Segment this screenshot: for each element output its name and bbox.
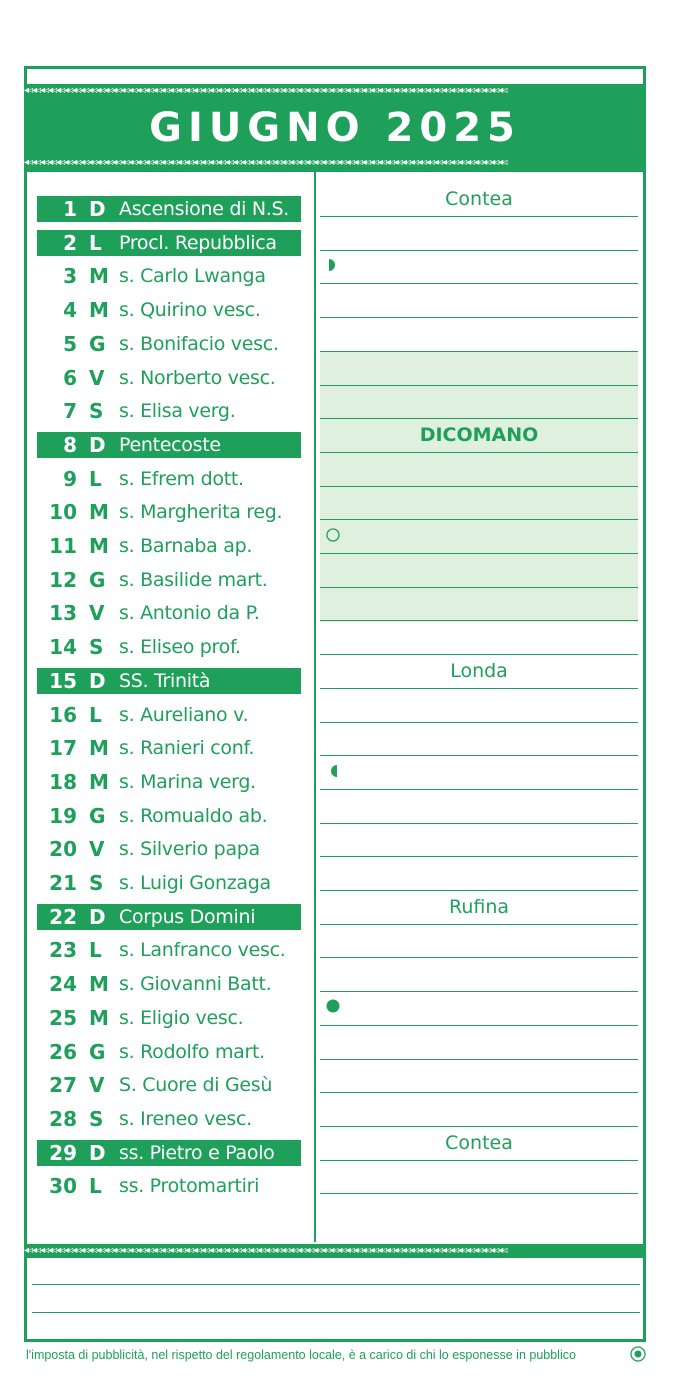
note-line (320, 1025, 638, 1026)
weekday-letter: M (89, 769, 109, 794)
note-line (32, 1312, 640, 1313)
note-line (320, 1059, 638, 1060)
weekday-letter: D (89, 197, 106, 221)
saint-name: Pentecoste (119, 433, 221, 456)
day-row (37, 1005, 301, 1031)
day-number: 16 (49, 702, 77, 727)
weekday-letter: M (89, 736, 109, 761)
day-number: 7 (63, 399, 77, 424)
saint-name: s. Antonio da P. (119, 602, 260, 625)
note-line (320, 755, 638, 756)
day-number: 19 (49, 803, 77, 828)
day-number: 2 (63, 230, 77, 255)
day-row (37, 1173, 301, 1199)
day-row (37, 904, 301, 930)
note-line (320, 418, 638, 419)
day-row (37, 365, 301, 391)
note-line (320, 688, 638, 689)
day-number: 14 (49, 635, 77, 660)
location-label: Contea (445, 1131, 513, 1154)
saint-name: s. Carlo Lwanga (119, 265, 266, 288)
note-line (320, 620, 638, 621)
weekday-letter: M (89, 534, 109, 558)
day-number: 17 (49, 736, 77, 761)
day-number: 3 (63, 264, 77, 289)
day-row (37, 1039, 301, 1065)
new-moon-icon (326, 999, 340, 1013)
weekday-letter: L (89, 938, 102, 963)
saint-name: s. Bonifacio vesc. (119, 332, 279, 355)
day-number: 25 (49, 1005, 77, 1030)
day-number: 15 (49, 668, 77, 693)
day-number: 21 (49, 871, 77, 895)
day-row (37, 702, 301, 728)
weekday-letter: V (89, 365, 105, 390)
footer-disclaimer: l'imposta di pubblicità, nel rispetto del regolamento locale, è a carico di chi lo esponesse in pubblico (26, 1348, 576, 1362)
saint-name: s. Ranieri conf. (119, 737, 255, 760)
weekday-letter: L (89, 702, 102, 727)
day-row (37, 870, 301, 896)
location-label: DICOMANO (419, 423, 539, 446)
saint-name: ss. Protomartiri (119, 1175, 260, 1198)
note-line (320, 283, 638, 284)
day-row (37, 1140, 301, 1166)
note-line (320, 385, 638, 386)
saint-name: s. Giovanni Batt. (119, 973, 272, 996)
decorative-border-top: ◂◃◂◃◂◃◂◃◂◃◂◃◂◃◂◃◂◃◂◃◂◃◂◃◂◃◂◃◂◃◂◃◂◃◂◃◂◃◂◃◂◃◂◃◂◃◂◃◂◃◂◃◂◃◂◃◂◃◂◃◂◃◂◃◂◃◂◃◂◃◂◃◂◃◂◃◂◃◂◃◂◃◂◃◂◃◂◃◂◃◂◃◂◃◂◃◂◃◂◃◂◃◂◃◂◃◂◃◂◃◂◃◂◃◂◃◂◃◂◃ (24, 85, 507, 96)
weekday-letter: G (89, 331, 106, 356)
saint-name: SS. Trinità (119, 669, 211, 692)
weekday-letter: M (89, 500, 109, 525)
highlight-band (320, 352, 638, 622)
column-divider (314, 172, 316, 1242)
weekday-letter: V (89, 601, 105, 626)
day-number: 27 (49, 1073, 77, 1098)
day-number: 9 (63, 466, 77, 491)
saint-name: s. Luigi Gonzaga (119, 872, 271, 894)
note-line (320, 216, 638, 217)
day-row (37, 398, 301, 424)
day-row (37, 466, 301, 492)
day-number: 18 (49, 769, 77, 794)
day-number: 8 (63, 432, 77, 457)
day-row (37, 230, 301, 256)
note-line (320, 856, 638, 857)
saint-name: s. Romualdo ab. (119, 804, 268, 827)
note-line (320, 587, 638, 588)
saint-name: Corpus Domini (119, 905, 256, 928)
day-row (37, 634, 301, 660)
note-line (320, 519, 638, 520)
day-number: 28 (49, 1106, 77, 1131)
note-line (320, 1092, 638, 1093)
saint-name: s. Ireneo vesc. (119, 1107, 252, 1130)
note-line (320, 890, 638, 891)
note-line (320, 1126, 638, 1127)
note-line (320, 823, 638, 824)
weekday-letter: L (89, 466, 102, 491)
day-row (37, 196, 301, 222)
note-line (320, 991, 638, 992)
saint-name: s. Barnaba ap. (119, 535, 253, 557)
day-row (37, 668, 301, 694)
day-number: 24 (49, 972, 77, 997)
day-number: 22 (49, 904, 77, 929)
day-number: 4 (63, 298, 77, 323)
note-line (320, 351, 638, 352)
saint-name: s. Marina verg. (119, 770, 256, 793)
day-number: 11 (49, 534, 77, 558)
note-line (320, 317, 638, 318)
weekday-letter: L (89, 1174, 102, 1199)
note-line (320, 452, 638, 453)
day-number: 30 (49, 1174, 77, 1199)
day-row (37, 263, 301, 289)
decorative-border-mid: ◂◃◂◃◂◃◂◃◂◃◂◃◂◃◂◃◂◃◂◃◂◃◂◃◂◃◂◃◂◃◂◃◂◃◂◃◂◃◂◃◂◃◂◃◂◃◂◃◂◃◂◃◂◃◂◃◂◃◂◃◂◃◂◃◂◃◂◃◂◃◂◃◂◃◂◃◂◃◂◃◂◃◂◃◂◃◂◃◂◃◂◃◂◃◂◃◂◃◂◃◂◃◂◃◂◃◂◃◂◃◂◃◂◃◂◃◂◃◂◃ (24, 157, 507, 168)
note-line (320, 1193, 638, 1194)
day-number: 29 (49, 1140, 77, 1165)
saint-name: Procl. Repubblica (119, 231, 277, 254)
weekday-letter: G (89, 567, 106, 592)
weekday-letter: D (89, 904, 106, 929)
day-row (37, 331, 301, 357)
day-number: 10 (49, 500, 77, 525)
weekday-letter: S (89, 399, 104, 424)
day-number: 20 (49, 837, 77, 862)
saint-name: ss. Pietro e Paolo (119, 1141, 275, 1164)
saint-name: s. Margherita reg. (119, 501, 283, 524)
note-line (320, 789, 638, 790)
day-row (37, 432, 301, 458)
weekday-letter: D (89, 1140, 106, 1165)
weekday-letter: S (89, 871, 104, 895)
saint-name: s. Eliseo prof. (119, 636, 241, 659)
note-line (320, 486, 638, 487)
day-row (37, 1106, 301, 1132)
weekday-letter: S (89, 635, 104, 660)
day-number: 5 (63, 331, 77, 356)
full-moon-icon (326, 528, 340, 542)
note-line (320, 957, 638, 958)
weekday-letter: G (89, 803, 106, 828)
day-row (37, 971, 301, 997)
day-row (37, 735, 301, 761)
weekday-letter: V (89, 837, 105, 862)
day-row (37, 769, 301, 795)
weekday-letter: V (89, 1073, 105, 1098)
day-number: 1 (63, 197, 77, 221)
last-quarter-moon-icon (326, 764, 340, 778)
note-line (320, 924, 638, 925)
weekday-letter: S (89, 1106, 104, 1131)
day-number: 13 (49, 601, 77, 626)
weekday-letter: G (89, 1039, 106, 1064)
saint-name: s. Aureliano v. (119, 703, 249, 726)
page-title: GIUGNO 2025 (149, 105, 521, 151)
weekday-letter: M (89, 264, 109, 289)
location-label: Rufina (448, 895, 510, 918)
note-line (32, 1284, 640, 1285)
weekday-letter: D (89, 432, 106, 457)
saint-name: S. Cuore di Gesù (119, 1074, 273, 1097)
saint-name: s. Efrem dott. (119, 467, 244, 490)
day-row (37, 297, 301, 323)
note-line (320, 722, 638, 723)
saint-name: s. Rodolfo mart. (119, 1040, 265, 1063)
weekday-letter: M (89, 1005, 109, 1030)
day-row (37, 600, 301, 626)
first-quarter-moon-icon (326, 258, 340, 272)
saint-name: s. Norberto vesc. (119, 366, 276, 389)
saint-name: s. Quirino vesc. (119, 299, 261, 322)
note-line (320, 654, 638, 655)
location-label: Londa (450, 659, 508, 682)
logo-icon (630, 1346, 646, 1362)
saint-name: s. Basilide mart. (119, 568, 268, 591)
note-line (320, 1160, 638, 1161)
day-number: 23 (49, 938, 77, 963)
saint-name: s. Lanfranco vesc. (119, 939, 286, 962)
weekday-letter: M (89, 972, 109, 997)
day-row (37, 567, 301, 593)
day-number: 6 (63, 365, 77, 390)
weekday-letter: M (89, 298, 109, 323)
location-label: Contea (445, 188, 513, 210)
day-row (37, 803, 301, 829)
saint-name: s. Silverio papa (119, 838, 260, 861)
saint-name: s. Eligio vesc. (119, 1006, 244, 1029)
day-row (37, 836, 301, 862)
day-number: 26 (49, 1039, 77, 1064)
day-row (37, 499, 301, 525)
note-line (320, 553, 638, 554)
decorative-border-bottom: ◂◃◂◃◂◃◂◃◂◃◂◃◂◃◂◃◂◃◂◃◂◃◂◃◂◃◂◃◂◃◂◃◂◃◂◃◂◃◂◃◂◃◂◃◂◃◂◃◂◃◂◃◂◃◂◃◂◃◂◃◂◃◂◃◂◃◂◃◂◃◂◃◂◃◂◃◂◃◂◃◂◃◂◃◂◃◂◃◂◃◂◃◂◃◂◃◂◃◂◃◂◃◂◃◂◃◂◃◂◃◂◃◂◃◂◃◂◃◂◃ (24, 1244, 646, 1258)
weekday-letter: L (89, 230, 102, 255)
note-line (320, 250, 638, 251)
saint-name: Ascensione di N.S. (119, 198, 289, 220)
day-row (37, 937, 301, 963)
day-row (37, 533, 301, 559)
day-number: 12 (49, 567, 77, 592)
day-row (37, 1072, 301, 1098)
weekday-letter: D (89, 668, 106, 693)
saint-name: s. Elisa verg. (119, 400, 236, 423)
